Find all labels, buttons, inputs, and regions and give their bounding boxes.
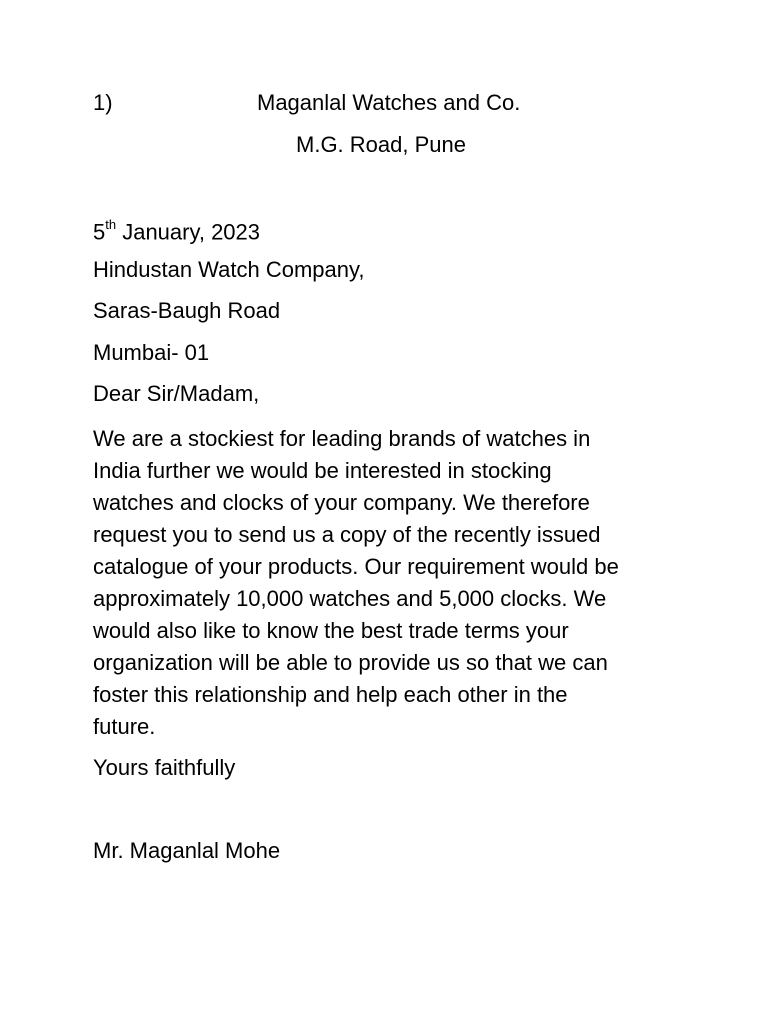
letter-date xyxy=(93,214,260,245)
body-line: India further we would be interested in stocking xyxy=(93,458,552,483)
sender-company: Maganlal Watches and Co. xyxy=(257,90,521,115)
body-line: We are a stockiest for leading brands of watches in xyxy=(93,426,591,451)
body-line: catalogue of your products. Our requirement would be xyxy=(93,554,619,579)
salutation: Dear Sir/Madam, xyxy=(93,381,260,406)
letter-body xyxy=(93,423,673,743)
recipient-name: Hindustan Watch Company, xyxy=(93,257,365,282)
signature-name: Mr. Maganlal Mohe xyxy=(93,838,281,863)
body-line: request you to send us a copy of the recently issued xyxy=(93,522,601,547)
closing: Yours faithfully xyxy=(93,755,236,780)
body-line: would also like to know the best trade terms your xyxy=(93,618,569,643)
body-line: future. xyxy=(93,714,156,739)
date-rest: January, 2023 xyxy=(116,219,261,245)
body-line: foster this relationship and help each other in the xyxy=(93,682,568,707)
recipient-street: Saras-Baugh Road xyxy=(93,298,281,323)
body-line: approximately 10,000 watches and 5,000 clocks. We xyxy=(93,586,607,611)
sender-address: M.G. Road, Pune xyxy=(296,132,466,157)
body-line: organization will be able to provide us so that we can xyxy=(93,650,608,675)
date-day: 5 xyxy=(93,219,106,245)
date-suffix: th xyxy=(105,217,117,232)
letter-number: 1) xyxy=(93,90,113,115)
recipient-city: Mumbai- 01 xyxy=(93,340,210,365)
body-line: watches and clocks of your company. We therefore xyxy=(93,490,590,515)
